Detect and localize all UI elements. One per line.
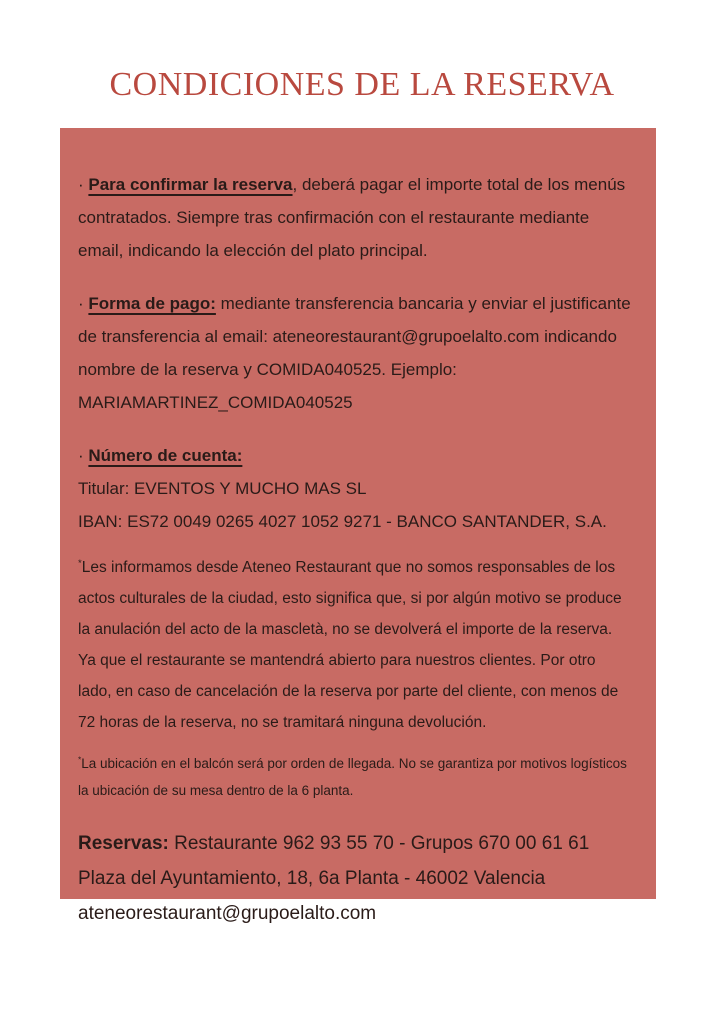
payment-text: mediante transferencia bancaria y enviar el justificante de transferencia al email: ateneorestaurant@grupoelalto.com indicando nombre de la reserva y COMIDA040525. Ejemplo: MARIAMARTINEZ_COMIDA040525 <box>78 294 631 412</box>
payment-lead: Forma de pago: <box>88 294 216 313</box>
bullet: · <box>78 175 89 194</box>
confirm-paragraph <box>78 168 632 267</box>
location-disclaimer-text: La ubicación en el balcón será por orden de llegada. No se garantiza por motivos logísticos la ubicación de su mesa dentro de la 6 planta. <box>78 756 627 798</box>
reservas-label: Reservas: <box>78 833 169 854</box>
confirm-text: , deberá pagar el importe total de los menús contratados. Siempre tras confirmación con el restaurante mediante email, indicando la elección del plato principal. <box>78 175 626 260</box>
conditions-panel <box>60 128 656 924</box>
account-holder: Titular: EVENTOS Y MUCHO MAS SL <box>78 479 367 498</box>
contact-phones-line <box>78 826 632 861</box>
confirm-lead: Para confirmar la reserva <box>88 175 293 194</box>
events-disclaimer-text: Les informamos desde Ateneo Restaurant que no somos responsables de los actos culturales de la ciudad, esto significa que, si por algún motivo se produce la anulación del acto de la mascletà, no se devolverá el importe de la reserva. Ya que el restaurante se mantendrá abierto para nuestros clientes. Por otro lado, en caso de cancelación de la reserva por parte del cliente, con menos de 72 horas de la reserva, no se tramitará ninguna devolución. <box>78 559 622 731</box>
location-disclaimer <box>78 750 632 804</box>
payment-paragraph <box>78 287 632 419</box>
page-title: CONDICIONES DE LA RESERVA <box>109 66 615 103</box>
asterisk-mark: * <box>78 557 82 569</box>
account-heading <box>78 439 632 472</box>
contact-address: Plaza del Ayuntamiento, 18, 6a Planta - 46002 Valencia <box>78 868 546 889</box>
contact-block <box>78 826 632 931</box>
account-iban: IBAN: ES72 0049 0265 4027 1052 9271 - BANCO SANTANDER, S.A. <box>78 512 607 531</box>
contact-email: ateneorestaurant@grupoelalto.com <box>78 903 377 924</box>
account-section <box>78 439 632 538</box>
account-lead: Número de cuenta: <box>88 446 243 465</box>
asterisk-mark: * <box>78 754 82 765</box>
bullet: · <box>78 294 89 313</box>
bullet: · <box>78 446 89 465</box>
events-disclaimer <box>78 552 632 738</box>
contact-phones: Restaurante 962 93 55 70 - Grupos 670 00 61 61 <box>168 833 590 854</box>
